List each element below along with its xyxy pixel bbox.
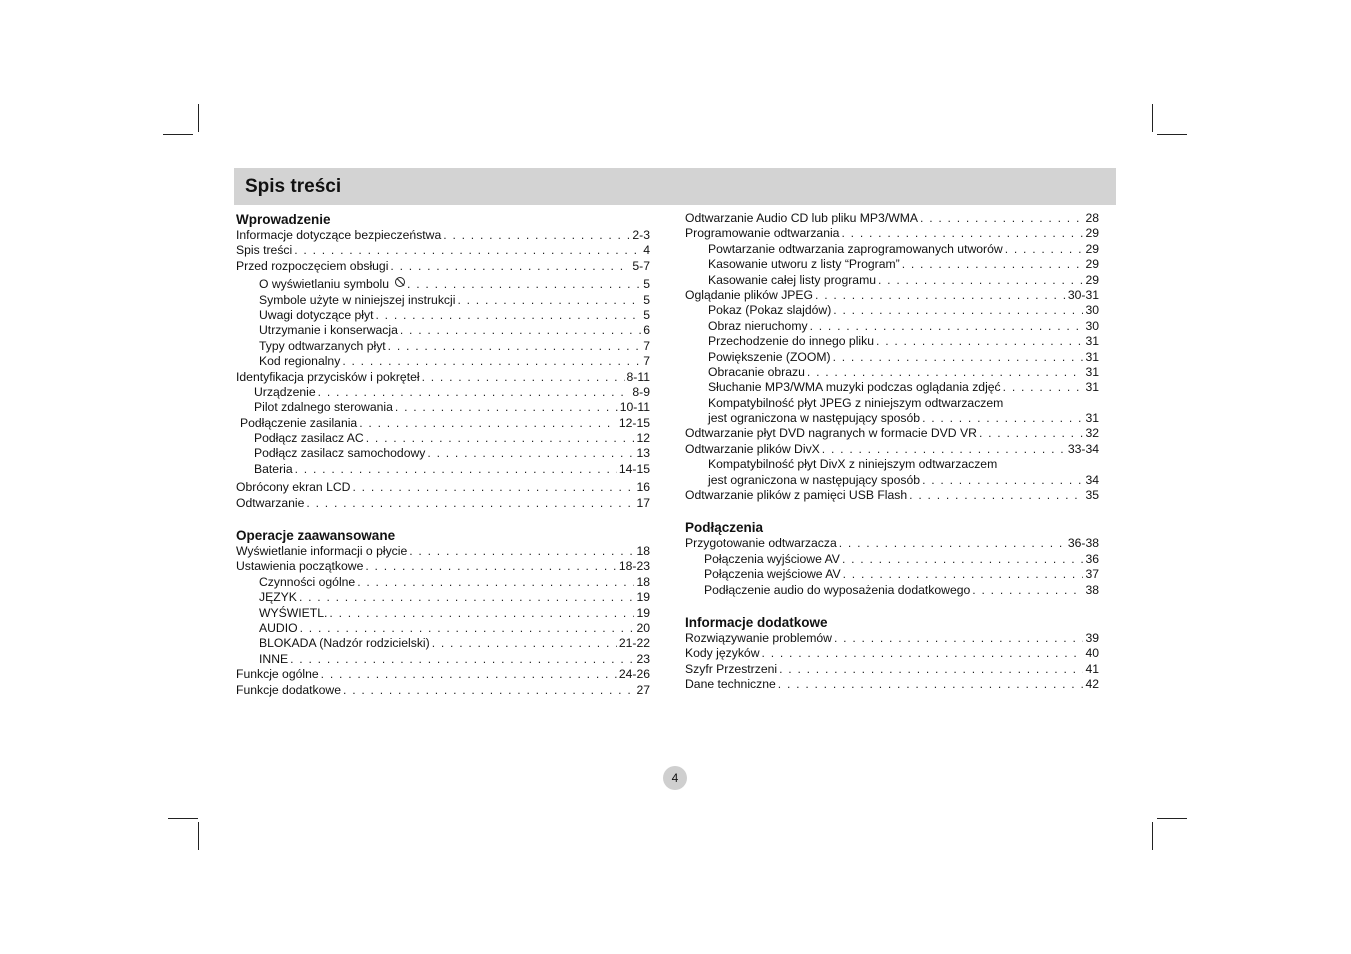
toc-entry[interactable]: Odtwarzanie Audio CD lub pliku MP3/WMA . . . 28 [685,211,1099,226]
toc-entry[interactable]: Przed rozpoczęciem obsługi . . . 5-7 [236,259,650,274]
toc-entry[interactable]: JĘZYK . . . 19 [236,590,650,605]
toc-entry[interactable]: Utrzymanie i konserwacja . . . 6 [236,323,650,338]
toc-entry[interactable]: Oglądanie plików JPEG . . . 30-31 [685,288,1099,303]
toc-entry[interactable]: Pilot zdalnego sterowania . . . 10-11 [236,400,650,415]
toc-left-column [236,211,650,698]
page-title: Spis treści [245,176,342,197]
toc-entry[interactable]: Odtwarzanie plików DivX . . . 33-34 [685,442,1099,457]
toc-entry[interactable]: Podłączenie audio do wyposażenia dodatkowego . . . 38 [685,583,1099,598]
toc-entry[interactable]: Dane techniczne . . . 42 [685,677,1099,692]
toc-entry[interactable]: Rozwiązywanie problemów . . . 39 [685,631,1099,646]
toc-entry[interactable]: Kompatybilność płyt JPEG z niniejszym odtwarzaczem [708,395,1004,410]
crop-mark [163,134,193,135]
toc-entry[interactable]: Podłączenie zasilania . . . 12-15 [236,416,650,431]
toc-entry[interactable]: jest ograniczona w następujący sposób . . . 34 [685,473,1099,488]
toc-entry[interactable]: Wyświetlanie informacji o płycie . . . 18 [236,544,650,559]
toc-entry[interactable]: Funkcje dodatkowe . . . 27 [236,683,650,698]
toc-entry[interactable]: Kod regionalny . . . 7 [236,354,650,369]
toc-entry[interactable]: Powtarzanie odtwarzania zaprogramowanych utworów . . . 29 [685,242,1099,257]
toc-entry[interactable]: Spis treści . . . 4 [236,243,650,258]
toc-entry[interactable]: Obracanie obrazu . . . 31 [685,365,1099,380]
toc-entry[interactable]: Uwagi dotyczące płyt . . . 5 [236,308,650,323]
toc-entry[interactable]: Informacje dotyczące bezpieczeństwa . . . 2-3 [236,228,650,243]
toc-entry[interactable]: Typy odtwarzanych płyt . . . 7 [236,339,650,354]
toc-entry[interactable]: Identyfikacja przycisków i pokręteł . . . 8-11 [236,370,650,385]
crop-mark [168,818,198,819]
prohibit-icon [395,277,405,287]
toc-entry[interactable]: Szyfr Przestrzeni . . . 41 [685,662,1099,677]
toc-entry[interactable]: Kasowanie utworu z listy “Program” . . . 29 [685,257,1099,272]
toc-entry[interactable]: Kasowanie całej listy programu . . . 29 [685,273,1099,288]
toc-entry[interactable]: Programowanie odtwarzania . . . 29 [685,226,1099,241]
section-title: Wprowadzenie [236,212,331,227]
page-header [234,168,1116,205]
toc-entry[interactable]: Kompatybilność płyt DivX z niniejszym odtwarzaczem [708,457,998,472]
toc-entry[interactable]: Bateria . . . 14-15 [236,462,650,477]
toc-entry[interactable]: Odtwarzanie . . . 17 [236,496,650,511]
crop-mark [1152,822,1153,850]
toc-entry[interactable]: Kody języków . . . 40 [685,646,1099,661]
crop-mark [198,104,199,132]
toc-entry[interactable]: INNE . . . 23 [236,652,650,667]
toc-right-column [685,211,1099,693]
toc-entry[interactable]: Słuchanie MP3/WMA muzyki podczas oglądania zdjęć . . . 31 [685,380,1099,395]
toc-entry[interactable]: Przygotowanie odtwarzacza . . . 36-38 [685,536,1099,551]
toc-entry[interactable]: AUDIO . . . 20 [236,621,650,636]
crop-mark [1157,134,1187,135]
toc-entry[interactable]: WYŚWIETL. . . . 19 [236,606,650,621]
crop-mark [1152,104,1153,132]
toc-entry[interactable]: Podłącz zasilacz AC . . . 12 [236,431,650,446]
toc-entry[interactable]: Odtwarzanie płyt DVD nagranych w formacie DVD VR . . . 32 [685,426,1099,441]
toc-entry[interactable]: Symbole użyte w niniejszej instrukcji . . . 5 [236,293,650,308]
section-title: Operacje zaawansowane [236,528,396,544]
toc-entry[interactable]: Obraz nieruchomy . . . 30 [685,319,1099,334]
toc-entry[interactable]: Ustawienia początkowe . . . 18-23 [236,559,650,574]
toc-entry[interactable]: jest ograniczona w następujący sposób . . . 31 [685,411,1099,426]
toc-entry[interactable]: Czynności ogólne . . . 18 [236,575,650,590]
section-title: Podłączenia [685,520,764,536]
toc-entry[interactable]: BLOKADA (Nadzór rodzicielski) . . . 21-22 [236,636,650,651]
section-title: Informacje dodatkowe [685,614,828,630]
page-number: 4 [663,766,687,790]
toc-entry[interactable]: Podłącz zasilacz samochodowy . . . 13 [236,446,650,461]
crop-mark [1157,818,1187,819]
toc-entry[interactable]: Pokaz (Pokaz slajdów) . . . 30 [685,303,1099,318]
toc-entry[interactable]: Połączenia wejściowe AV . . . 37 [685,567,1099,582]
toc-entry[interactable]: Funkcje ogólne . . . 24-26 [236,667,650,682]
toc-entry[interactable]: Urządzenie . . . 8-9 [236,385,650,400]
toc-entry[interactable]: Odtwarzanie plików z pamięci USB Flash . . . 35 [685,488,1099,503]
toc-entry[interactable]: Połączenia wyjściowe AV . . . 36 [685,552,1099,567]
toc-entry[interactable]: O wyświetlaniu symbolu . . . 5 [236,277,650,292]
toc-entry[interactable]: Obrócony ekran LCD . . . 16 [236,480,650,495]
crop-mark [198,822,199,850]
toc-entry[interactable]: Powiększenie (ZOOM) . . . 31 [685,350,1099,365]
toc-entry[interactable]: Przechodzenie do innego pliku . . . 31 [685,334,1099,349]
